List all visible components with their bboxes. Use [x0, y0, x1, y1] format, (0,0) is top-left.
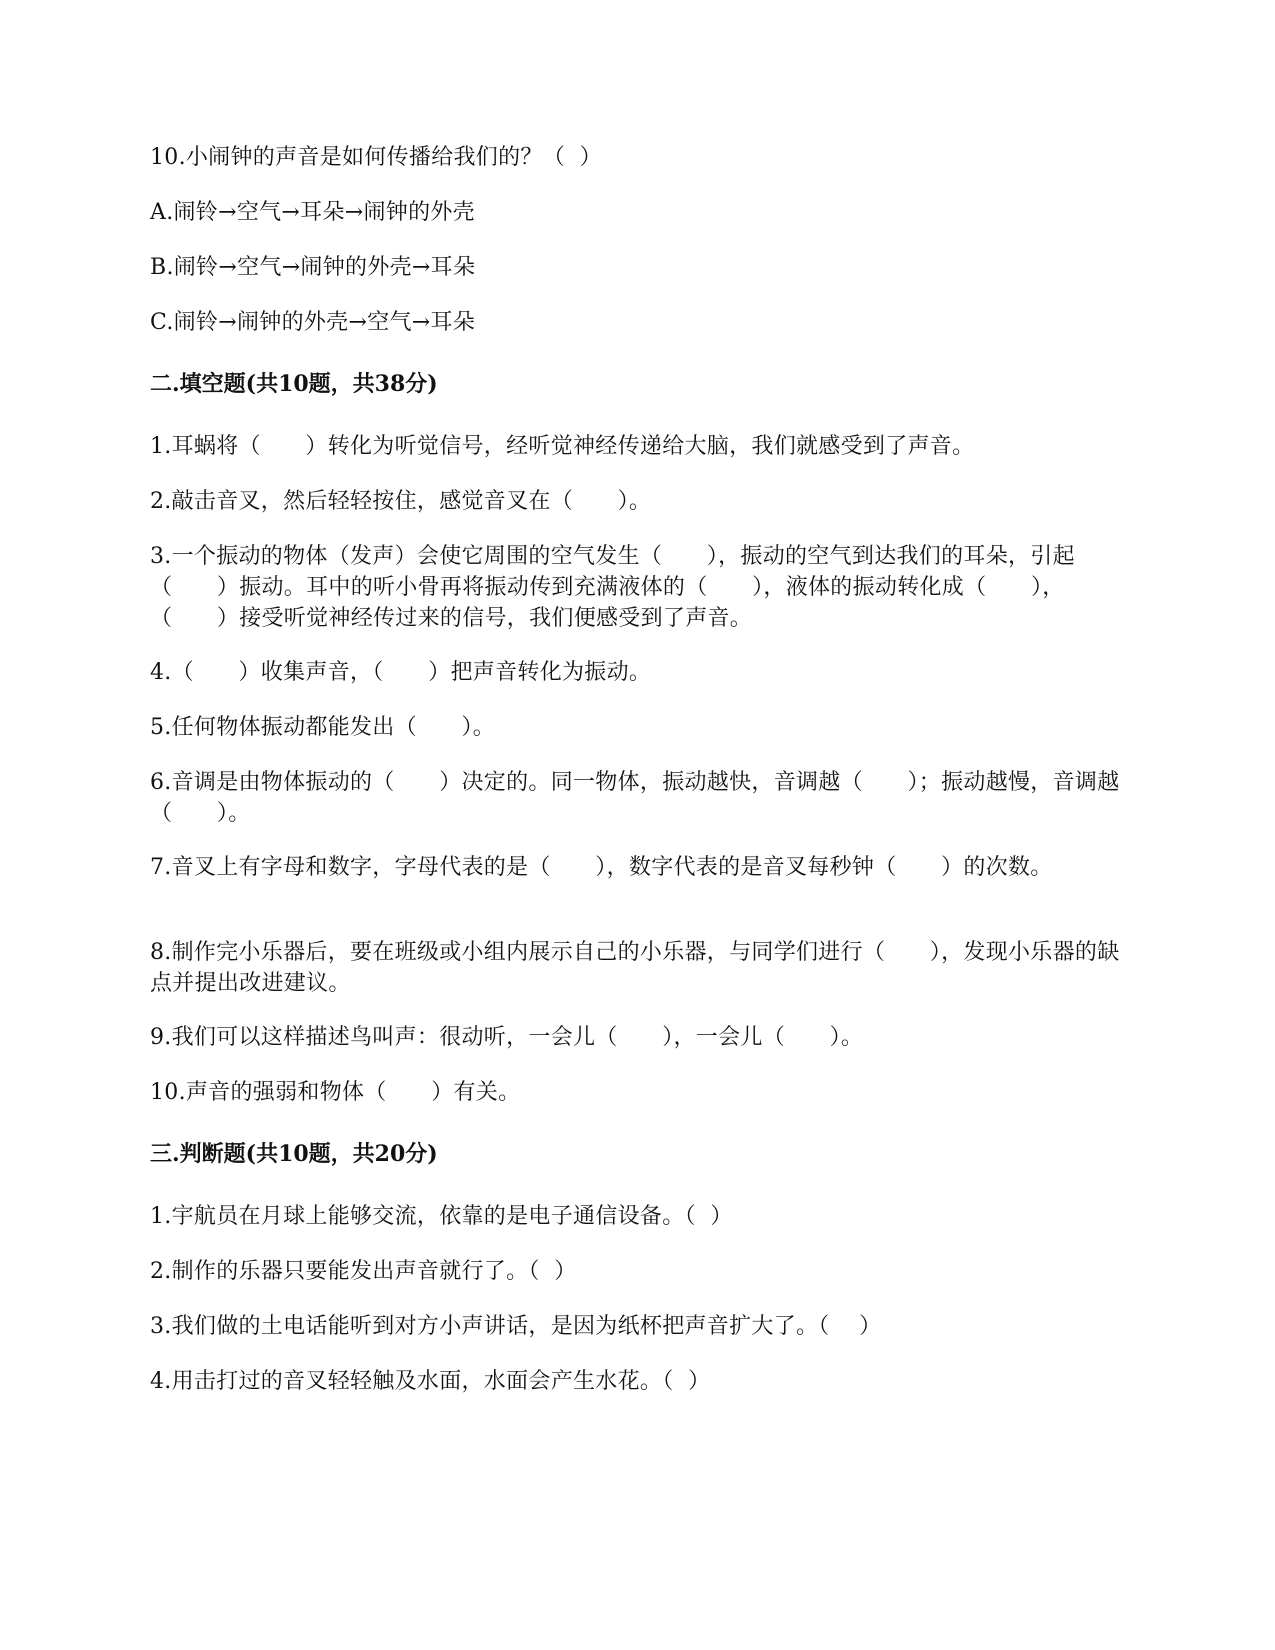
question-10: 10.小闹钟的声音是如何传播给我们的？（ ） — [150, 145, 602, 170]
fill-in-item-4: 4.（ ）收集声音，（ ）把声音转化为振动。 — [150, 660, 652, 685]
fill-in-item-9: 9.我们可以这样描述鸟叫声：很动听，一会儿（ ），一会儿（ ）。 — [150, 1025, 864, 1050]
fill-in-item-2: 2.敲击音叉，然后轻轻按住，感觉音叉在（ ）。 — [150, 489, 652, 514]
option-c: C.闹铃→闹钟的外壳→空气→耳朵 — [150, 310, 476, 335]
section-heading-fill-in: 二.填空题(共10题，共38分) — [150, 371, 438, 397]
fill-in-item-10: 10.声音的强弱和物体（ ）有关。 — [150, 1080, 521, 1105]
true-false-item-4: 4.用击打过的音叉轻轻触及水面，水面会产生水花。（ ） — [150, 1369, 711, 1394]
fill-in-item-5: 5.任何物体振动都能发出（ ）。 — [150, 715, 496, 740]
true-false-item-2: 2.制作的乐器只要能发出声音就行了。（ ） — [150, 1259, 577, 1284]
fill-in-item-3: 3.一个振动的物体（发声）会使它周围的空气发生（ ），振动的空气到达我们的耳朵，引起（ ）振动。耳中的听小骨再将振动传到充满液体的（ ），液体的振动转化成（ ），（ ）接受听觉神经传过来的信号，我们便感受到了声音。 — [150, 544, 1075, 631]
fill-in-item-6: 6.音调是由物体振动的（ ）决定的。同一物体，振动越快，音调越（ ）；振动越慢，音调越（ ）。 — [150, 770, 1120, 826]
fill-in-item-8: 8.制作完小乐器后，要在班级或小组内展示自己的小乐器，与同学们进行（ ），发现小乐器的缺点并提出改进建议。 — [150, 940, 1120, 996]
option-a: A.闹铃→空气→耳朵→闹钟的外壳 — [150, 200, 475, 225]
option-b: B.闹铃→空气→闹钟的外壳→耳朵 — [150, 255, 476, 280]
true-false-item-1: 1.宇航员在月球上能够交流，依靠的是电子通信设备。（ ） — [150, 1204, 733, 1229]
fill-in-item-1: 1.耳蜗将（ ）转化为听觉信号，经听觉神经传递给大脑，我们就感受到了声音。 — [150, 434, 975, 459]
section-heading-true-false: 三.判断题(共10题，共20分) — [150, 1141, 438, 1167]
true-false-item-3: 3.我们做的土电话能听到对方小声讲话，是因为纸杯把声音扩大了。（ ） — [150, 1314, 882, 1339]
fill-in-item-7: 7.音叉上有字母和数字，字母代表的是（ ），数字代表的是音叉每秒钟（ ）的次数。 — [150, 855, 1053, 880]
